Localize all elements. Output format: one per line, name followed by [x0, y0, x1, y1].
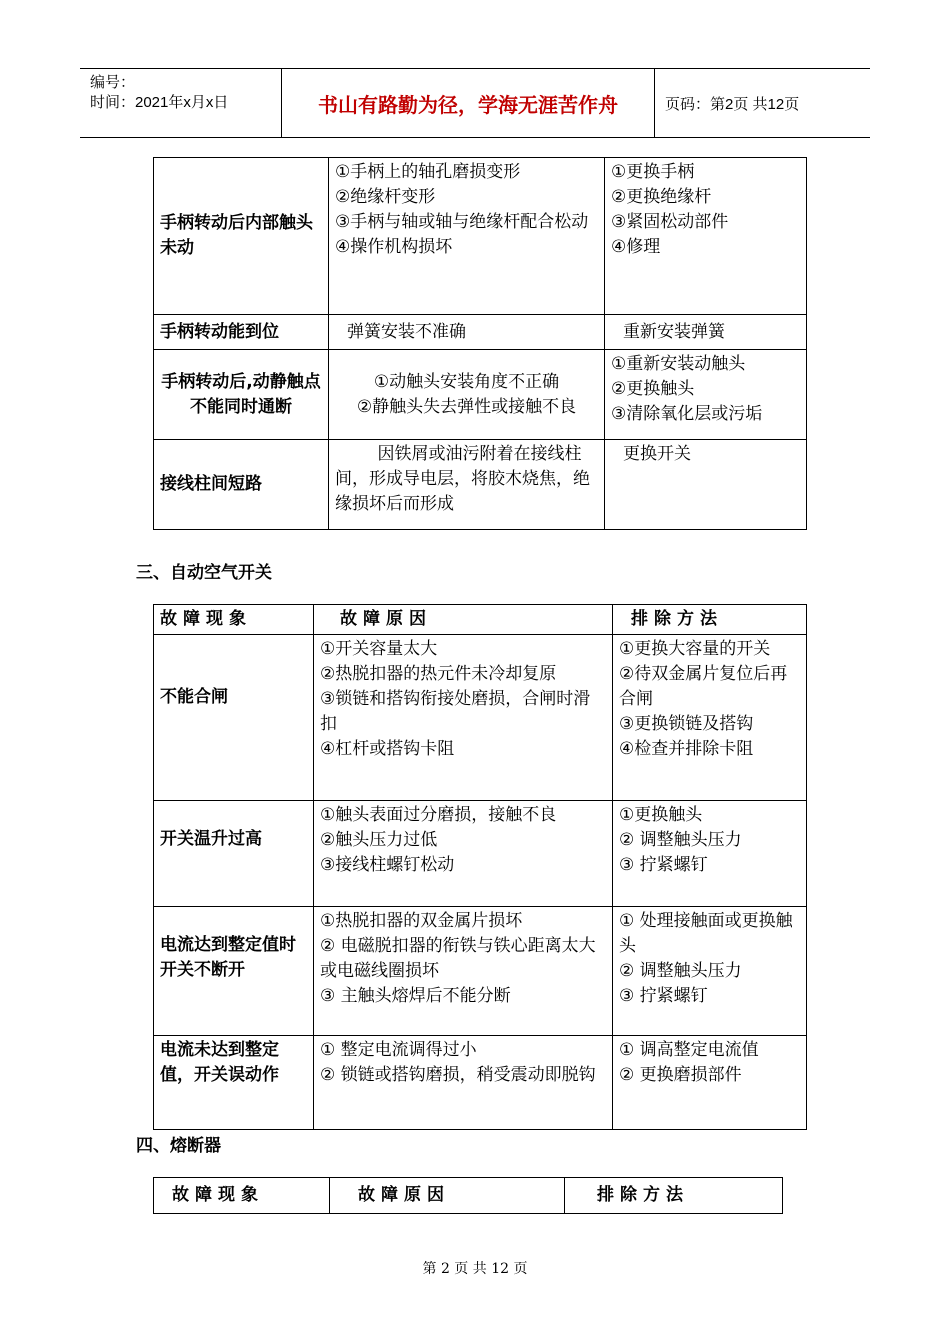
fault-cause [329, 315, 605, 350]
column-header-remedy: 排除方法 [613, 605, 807, 635]
cause-line: ①触头表面过分磨损，接触不良 [320, 805, 557, 825]
cause-line: ①热脱扣器的双金属片损坏 [320, 911, 523, 931]
fault-table-switch-continued [153, 157, 807, 530]
fault-cause [329, 158, 605, 315]
fault-symptom: 电流达到整定值时开关不断开 [154, 907, 314, 1036]
remedy-line: ② 调整触头压力 [619, 961, 742, 981]
remedy-line: ① 调高整定电流值 [619, 1040, 759, 1060]
remedy-line: ②更换绝缘杆 [611, 187, 712, 207]
remedy-line: ③紧固松动部件 [611, 212, 729, 232]
fault-cause [314, 635, 613, 801]
remedy-line: ② 调整触头压力 [619, 830, 742, 850]
fault-cause [314, 801, 613, 907]
fault-remedy [605, 350, 807, 440]
header-motto: 书山有路勤为径，学海无涯苦作舟 [282, 69, 655, 137]
remedy-line: ①重新安装动触头 [611, 354, 746, 374]
remedy-line: ①更换手柄 [611, 162, 695, 182]
fault-table-fuse [153, 1177, 783, 1214]
fault-cause [314, 907, 613, 1036]
table-row [154, 907, 807, 1036]
section-title-air-switch: 三、自动空气开关 [136, 563, 272, 583]
table-row [154, 350, 807, 440]
remedy-line: ④修理 [611, 237, 661, 257]
remedy-line: ②待双金属片复位后再合闸 [619, 664, 788, 709]
document-time: 时间：2021年x月x日 [90, 94, 229, 111]
column-header-remedy: 排除方法 [565, 1178, 783, 1214]
fault-symptom: 开关温升过高 [154, 801, 314, 907]
fault-remedy [613, 801, 807, 907]
cause-line: ②静触头失去弹性或接触不良 [356, 396, 577, 417]
fault-remedy [605, 315, 807, 350]
fault-symptom: 手柄转动后,动静触点不能同时通断 [154, 350, 329, 440]
remedy-line: ④检查并排除卡阻 [619, 739, 754, 759]
table-row [154, 801, 807, 907]
cause-line: ① 整定电流调得过小 [320, 1040, 477, 1060]
cause-line: ②热脱扣器的热元件未冷却复原 [320, 664, 557, 684]
document-number: 编号： [90, 74, 136, 91]
fault-remedy [613, 907, 807, 1036]
remedy-line: ①更换触头 [619, 805, 703, 825]
cause-line: ①开关容量太大 [320, 639, 438, 659]
fault-remedy [605, 158, 807, 315]
fault-table-air-switch [153, 604, 807, 1130]
cause-line: ④杠杆或搭钩卡阻 [320, 739, 455, 759]
cause-line: ③ 主触头熔焊后不能分断 [320, 986, 511, 1006]
header-page-info: 页码：第2页 共12页 [665, 95, 800, 113]
remedy-line: ② 更换磨损部件 [619, 1065, 742, 1085]
cause-line: 因铁屑或油污附着在接线柱间，形成导电层，将胶木烧焦，绝缘损坏后而形成 [335, 444, 590, 514]
remedy-line: 更换开关 [623, 444, 691, 464]
column-header-cause: 故障原因 [314, 605, 613, 635]
cause-line: ④操作机构损坏 [335, 237, 453, 257]
cause-line: ③锁链和搭钩衔接处磨损，合闸时滑扣 [320, 689, 591, 734]
remedy-line: 重新安装弹簧 [623, 321, 725, 342]
fault-remedy [613, 635, 807, 801]
remedy-line: ① 处理接触面或更换触头 [619, 911, 793, 956]
page-footer: 第 2 页 共 12 页 [422, 1261, 528, 1277]
header-meta [80, 69, 282, 137]
table-row [154, 635, 807, 801]
cause-line: ③手柄与轴或轴与绝缘杆配合松动 [335, 212, 589, 232]
cause-line: ①手柄上的轴孔磨损变形 [335, 162, 521, 182]
fault-cause [329, 350, 605, 440]
table-header-row [154, 1178, 783, 1214]
fault-symptom: 手柄转动后内部触头未动 [154, 158, 329, 315]
remedy-line: ③更换锁链及搭钩 [619, 714, 754, 734]
fault-cause [314, 1036, 613, 1130]
table-row [154, 315, 807, 350]
page-header [80, 68, 870, 138]
fault-symptom: 接线柱间短路 [154, 440, 329, 530]
remedy-line: ③ 拧紧螺钉 [619, 986, 708, 1006]
column-header-symptom: 故障现象 [154, 1178, 330, 1214]
fault-symptom: 电流未达到整定值，开关误动作 [154, 1036, 314, 1130]
cause-line: ③接线柱螺钉松动 [320, 855, 455, 875]
fault-remedy [613, 1036, 807, 1130]
fault-remedy [605, 440, 807, 530]
remedy-line: ①更换大容量的开关 [619, 639, 771, 659]
remedy-line: ③ 拧紧螺钉 [619, 855, 708, 875]
cause-line: ①动触头安装角度不正确 [373, 371, 560, 392]
cause-line: ②触头压力过低 [320, 830, 438, 850]
table-row [154, 440, 807, 530]
column-header-symptom: 故障现象 [154, 605, 314, 635]
cause-line: ②绝缘杆变形 [335, 187, 436, 207]
fault-cause [329, 440, 605, 530]
fault-symptom: 手柄转动能到位 [154, 315, 329, 350]
table-header-row [154, 605, 807, 635]
cause-line: 弹簧安装不准确 [347, 321, 466, 342]
section-title-fuse: 四、熔断器 [136, 1136, 221, 1156]
table-row [154, 1036, 807, 1130]
fault-symptom: 不能合闸 [154, 635, 314, 801]
remedy-line: ③清除氧化层或污垢 [611, 404, 763, 424]
cause-line: ② 锁链或搭钩磨损，稍受震动即脱钩 [320, 1065, 596, 1085]
cause-line: ② 电磁脱扣器的衔铁与铁心距离太大或电磁线圈损坏 [320, 936, 596, 981]
column-header-cause: 故障原因 [330, 1178, 565, 1214]
remedy-line: ②更换触头 [611, 379, 695, 399]
table-row [154, 158, 807, 315]
